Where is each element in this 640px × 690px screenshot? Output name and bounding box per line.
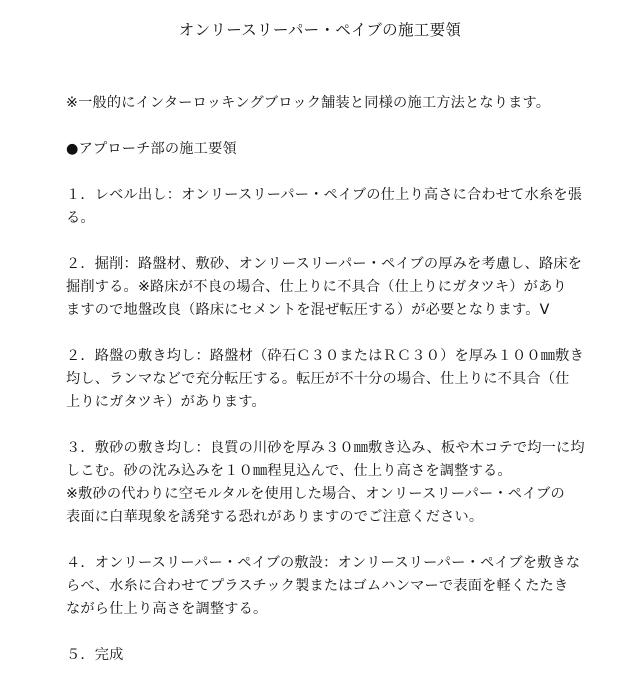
document-body bbox=[66, 92, 586, 690]
step-2-base-course bbox=[66, 345, 586, 414]
step-text-line: ますので地盤改良（路床にセメントを混ぜ転圧する）が必要となります。V bbox=[66, 302, 550, 318]
step-text-line: しこむ。砂の沈み込みを１０㎜程見込んで、仕上り高さを調整する。 bbox=[66, 463, 512, 479]
section-heading: ●アプローチ部の施工要領 bbox=[66, 141, 237, 157]
step-text-line: ２．掘削：路盤材、敷砂、オンリースリーパー・ペイブの厚みを考慮し、路床を bbox=[66, 256, 583, 272]
step-text-line: 均し、ランマなどで充分転圧する。転圧が不十分の場合、仕上りに不具合（仕 bbox=[66, 371, 570, 387]
step-text-line: ４．オンリースリーパー・ペイブの敷設：オンリースリーパー・ペイブを敷きな bbox=[66, 555, 581, 571]
step-text-line: ２．路盤の敷き均し：路盤材（砕石Ｃ３０またはＲＣ３０）を厚み１００㎜敷き bbox=[66, 348, 584, 364]
step-2-excavation bbox=[66, 253, 586, 322]
step-text-line: る。 bbox=[66, 210, 95, 226]
step-5-completion bbox=[66, 644, 586, 667]
step-text-line: １．レベル出し：オンリースリーパー・ペイブの仕上り高さに合わせて水糸を張 bbox=[66, 187, 583, 203]
step-text-line: らべ、水糸に合わせてプラスチック製またはゴムハンマーで表面を軽くたたき bbox=[66, 578, 569, 594]
step-text-line: 上りにガタツキ）があります。 bbox=[66, 394, 266, 410]
step-text-line: ながら仕上り高さを調整する。 bbox=[66, 601, 268, 617]
step-text-line: ※敷砂の代わりに空モルタルを使用した場合、オンリースリーパー・ペイブの bbox=[66, 486, 565, 502]
step-1-level-setting bbox=[66, 184, 586, 230]
step-text-line: ５．完成 bbox=[66, 647, 124, 663]
step-text-line: 掘削する。※路床が不良の場合、仕上りに不具合（仕上りにガタツキ）があり bbox=[66, 279, 567, 295]
intro-note: ※一般的にインターロッキングブロック舗装と同様の施工方法となります。 bbox=[66, 95, 551, 111]
step-text-line: 表面に白華現象を誘発する恐れがありますのでご注意ください。 bbox=[66, 509, 484, 525]
document-title: オンリースリーパー・ペイブの施工要領 bbox=[178, 21, 462, 39]
step-4-paving-installation bbox=[66, 552, 586, 621]
step-3-sand-bedding bbox=[66, 437, 586, 529]
step-text-line: ３．敷砂の敷き均し：良質の川砂を厚み３０㎜敷き込み、板や木コテで均一に均 bbox=[66, 440, 585, 456]
